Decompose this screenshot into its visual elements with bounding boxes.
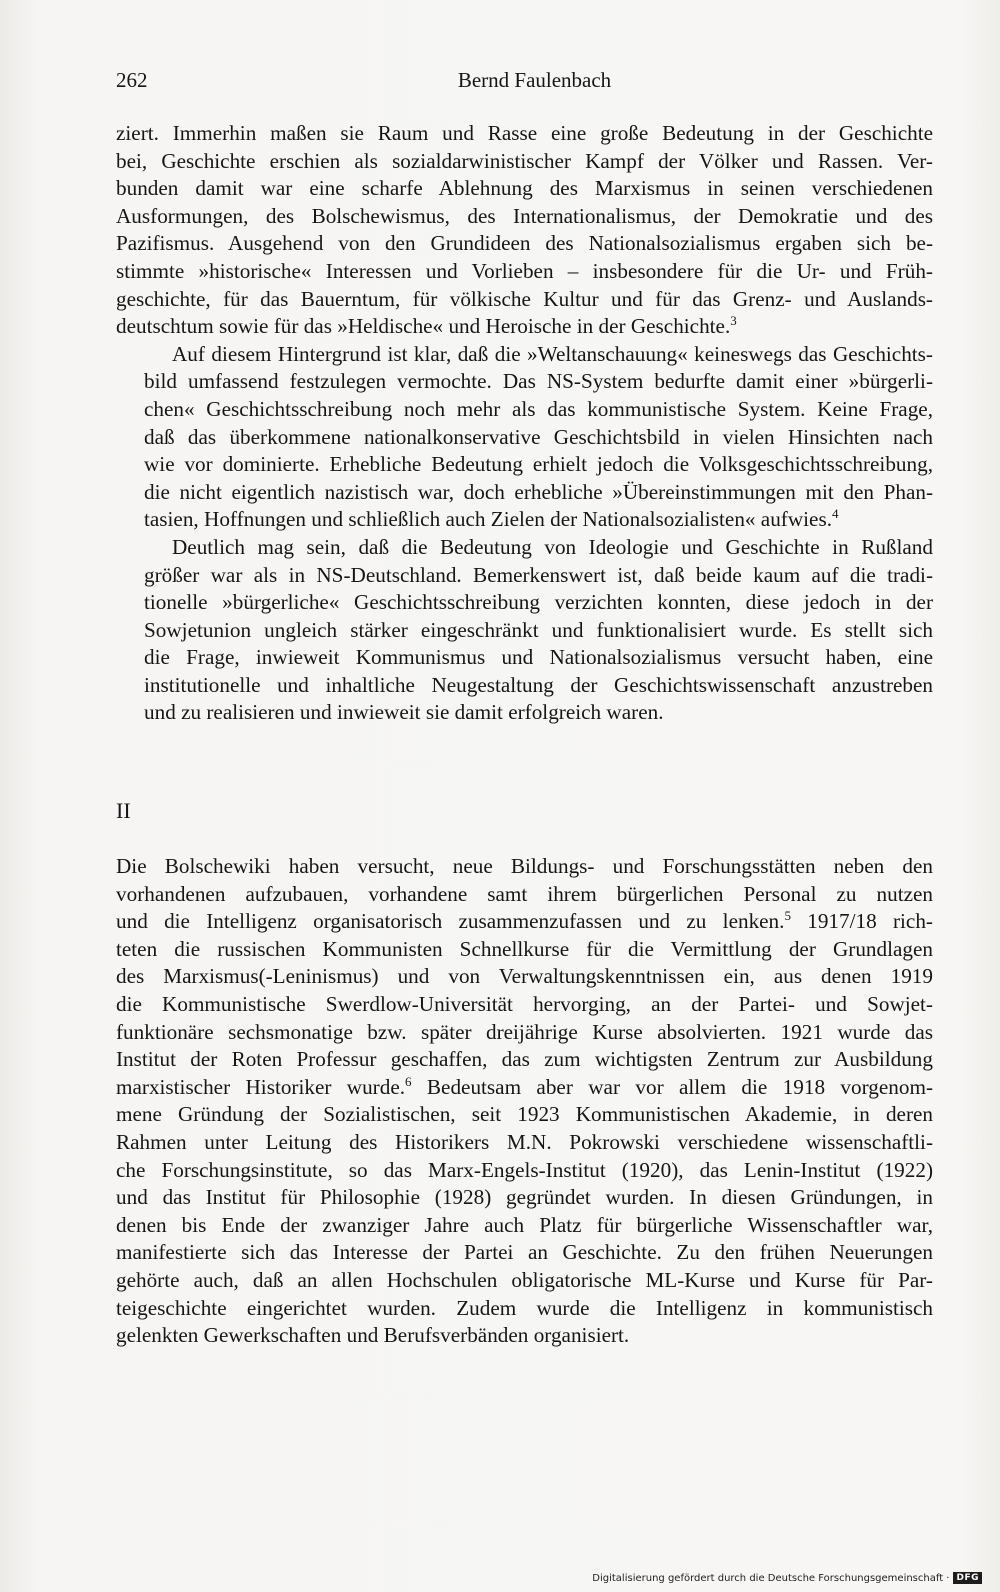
running-head: [116, 66, 933, 94]
body-text: [116, 120, 933, 727]
footnote-ref: 4: [832, 506, 839, 522]
paragraph: [116, 853, 933, 1350]
text-line: die nicht eigentlich nazistisch war, doch erhebliche »Übereinstimmungen mit den Phan-: [144, 479, 933, 504]
text-line: che Forschungsinstitute, so das Marx-Engels-Institut (1920), das Lenin-Institut (1922): [116, 1157, 933, 1182]
text-line: geschichte, für das Bauerntum, für völkische Kultur und für das Grenz- und Auslands-: [116, 286, 933, 311]
text-line: bei, Geschichte erschien als sozialdarwinistischer Kampf der Völker und Rassen. Ver-: [116, 148, 933, 173]
running-head-author: Bernd Faulenbach: [457, 68, 612, 92]
text-line: ziert. Immerhin maßen sie Raum und Rasse eine große Bedeutung in der Geschichte: [116, 121, 933, 145]
text-line: Deutlich mag sein, daß die Bedeutung von Ideologie und Geschichte in Rußland: [172, 534, 933, 559]
text-line: tionelle »bürgerliche« Geschichtsschreibung verzichten konnten, diese jedoch in der: [144, 590, 933, 615]
text-line: daß das überkommene nationalkonservative Geschichtsbild in vielen Hinsichten nach: [144, 424, 933, 449]
text-line: des Marxismus(-Leninismus) und von Verwaltungskenntnissen ein, aus denen 1919: [116, 964, 933, 989]
credit-text: Digitalisierung gefördert durch die Deutsche Forschungsgemeinschaft ·: [592, 1572, 950, 1584]
text-line: größer war als in NS-Deutschland. Bemerkenswert ist, daß beide kaum auf die tradi-: [144, 562, 933, 587]
page-number: 262: [116, 68, 148, 92]
text-line: gelenkten Gewerkschaften und Berufsverbänden organisiert.: [116, 1323, 630, 1348]
footnote-ref: 3: [730, 313, 737, 329]
footnote-ref: 5: [784, 908, 791, 924]
paragraph: [116, 120, 933, 341]
paragraph: [116, 341, 933, 534]
text-line: wie vor dominierte. Erhebliche Bedeutung erhielt jedoch die Volksgeschichtsschreibung,: [144, 452, 933, 477]
text-line: und die Intelligenz organisatorisch zusammenzufassen und zu lenken.$^5$ 1917/18 rich-: [116, 908, 933, 934]
text-line: funktionäre sechsmonatige bzw. später dreijährige Kurse absolvierten. 1921 wurde das: [116, 1019, 933, 1044]
text-line: gehörte auch, daß an allen Hochschulen obligatorische ML-Kurse und Kurse für Par-: [116, 1267, 933, 1292]
digitization-credit: [592, 1570, 982, 1586]
text-line: manifestierte sich das Interesse der Partei an Geschichte. Zu den frühen Neuerungen: [116, 1240, 933, 1265]
text-line: die Frage, inwieweit Kommunismus und Nationalsozialismus versucht haben, eine: [144, 645, 933, 670]
section-heading: II: [116, 798, 131, 823]
text-line: mene Gründung der Sozialistischen, seit 1923 Kommunistischen Akademie, in deren: [116, 1102, 933, 1127]
text-line: institutionelle und inhaltliche Neugestaltung der Geschichtswissenschaft anzustreben: [144, 672, 933, 697]
text-line: Die Bolschewiki haben versucht, neue Bildungs- und Forschungsstätten neben den: [116, 854, 933, 878]
dfg-logo: DFG: [953, 1572, 982, 1584]
text-line: deutschtum sowie für das »Heldische« und Heroische in der Geschichte.$^3$: [116, 313, 737, 339]
text-line: Institut der Roten Professur geschaffen, das zum wichtigsten Zentrum zur Ausbildung: [116, 1047, 933, 1072]
text-line: bunden damit war eine scharfe Ablehnung des Marxismus in seinen verschiedenen: [116, 176, 933, 201]
text-line: tasien, Hoffnungen und schließlich auch Zielen der Nationalsozialisten« aufwies.$^4$: [144, 506, 839, 532]
footnote-ref: 6: [405, 1073, 412, 1089]
text-line: Auf diesem Hintergrund ist klar, daß die »Weltanschauung« keineswegs das Geschichts-: [172, 341, 933, 366]
text-line: teten die russischen Kommunisten Schnellkurse für die Vermittlung der Grundlagen: [116, 936, 933, 961]
text-line: die Kommunistische Swerdlow-Universität hervorging, an der Partei- und Sowjet-: [116, 991, 933, 1016]
text-line: Rahmen unter Leitung des Historikers M.N. Pokrowski verschiedene wissenschaftli-: [116, 1129, 933, 1154]
text-line: Pazifismus. Ausgehend von den Grundideen des Nationalsozialismus ergaben sich be-: [116, 231, 933, 256]
text-line: Sowjetunion ungleich stärker eingeschränkt und funktionalisiert wurde. Es stellt sich: [144, 617, 933, 642]
paragraph: [116, 534, 933, 727]
text-line: und das Institut für Philosophie (1928) gegründet wurden. In diesen Gründungen, in: [116, 1185, 933, 1210]
text-line: Ausformungen, des Bolschewismus, des Internationalismus, der Demokratie und des: [116, 203, 933, 228]
text-line: chen« Geschichtsschreibung noch mehr als das kommunistische System. Keine Frage,: [144, 396, 933, 421]
text-line: stimmte »historische« Interessen und Vorlieben – insbesondere für die Ur- und Früh-: [116, 258, 933, 283]
text-line: vorhandenen aufzubauen, vorhandene samt ihrem bürgerlichen Personal zu nutzen: [116, 881, 933, 906]
text-line: marxistischer Historiker wurde.$^6$ Bedeutsam aber war vor allem die 1918 vorgenom-: [116, 1073, 934, 1099]
text-line: und zu realisieren und inwieweit sie damit erfolgreich waren.: [144, 700, 664, 725]
text-line: teigeschichte eingerichtet wurden. Zudem wurde die Intelligenz in kommunistisch: [116, 1295, 933, 1320]
text-line: denen bis Ende der zwanziger Jahre auch Platz für bürgerliche Wissenschaftler war,: [116, 1212, 933, 1237]
text-line: bild umfassend festzulegen vermochte. Das NS-System bedurfte damit einer »bürgerli-: [144, 369, 933, 394]
section-text: [116, 853, 933, 1350]
